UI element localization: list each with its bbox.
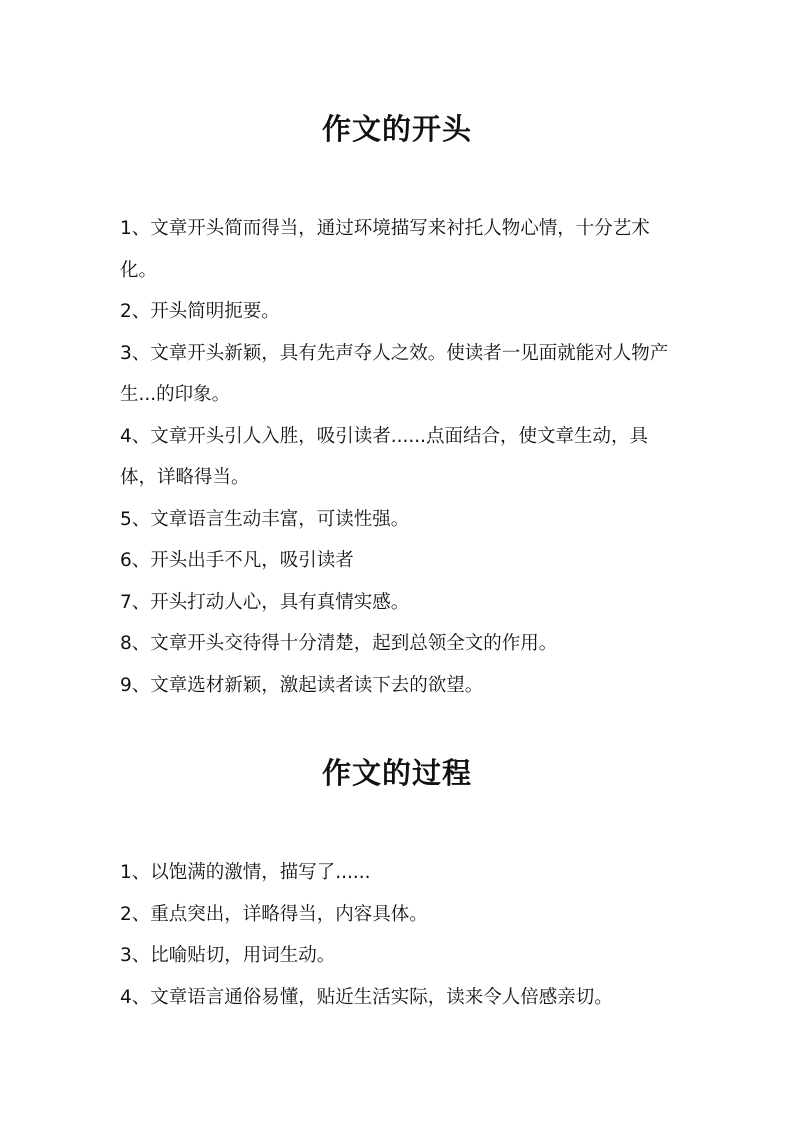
process-comments-list: [120, 852, 678, 1018]
list-item: 3、比喻贴切，用词生动。: [120, 945, 336, 966]
section-title-process: 作文的过程: [321, 756, 472, 790]
list-item: 9、文章选材新颖，激起读者读下去的欲望。: [120, 674, 484, 696]
list-item: 7、开头打动人心，具有真情实感。: [120, 591, 410, 613]
list-item: 2、开头简明扼要。: [120, 301, 280, 322]
list-item: 8、文章开头交待得十分清楚，起到总领全文的作用。: [120, 633, 558, 654]
list-item: 5、文章语言生动丰富，可读性强。: [120, 508, 410, 530]
list-item: 4、文章语言通俗易懂，贴近生活实际，读来令人倍感亲切。: [120, 986, 613, 1008]
list-item: 1、以饱满的激情，描写了......: [120, 862, 371, 883]
opening-comments-list: [120, 208, 678, 706]
list-item: 1、文章开头简而得当，通过环境描写来衬托人物心情，十分艺术化。: [120, 218, 650, 281]
list-item: 3、文章开头新颖，具有先声夺人之效。使读者一见面就能对人物产生...的印象。: [120, 342, 669, 405]
list-item: 6、开头出手不凡，吸引读者: [120, 550, 354, 571]
section-title-opening: 作文的开头: [321, 112, 472, 146]
list-item: 2、重点突出，详略得当，内容具体。: [120, 903, 428, 925]
list-item: 4、文章开头引人入胜，吸引读者......点面结合，使文章生动，具体，详略得当。: [120, 425, 649, 488]
